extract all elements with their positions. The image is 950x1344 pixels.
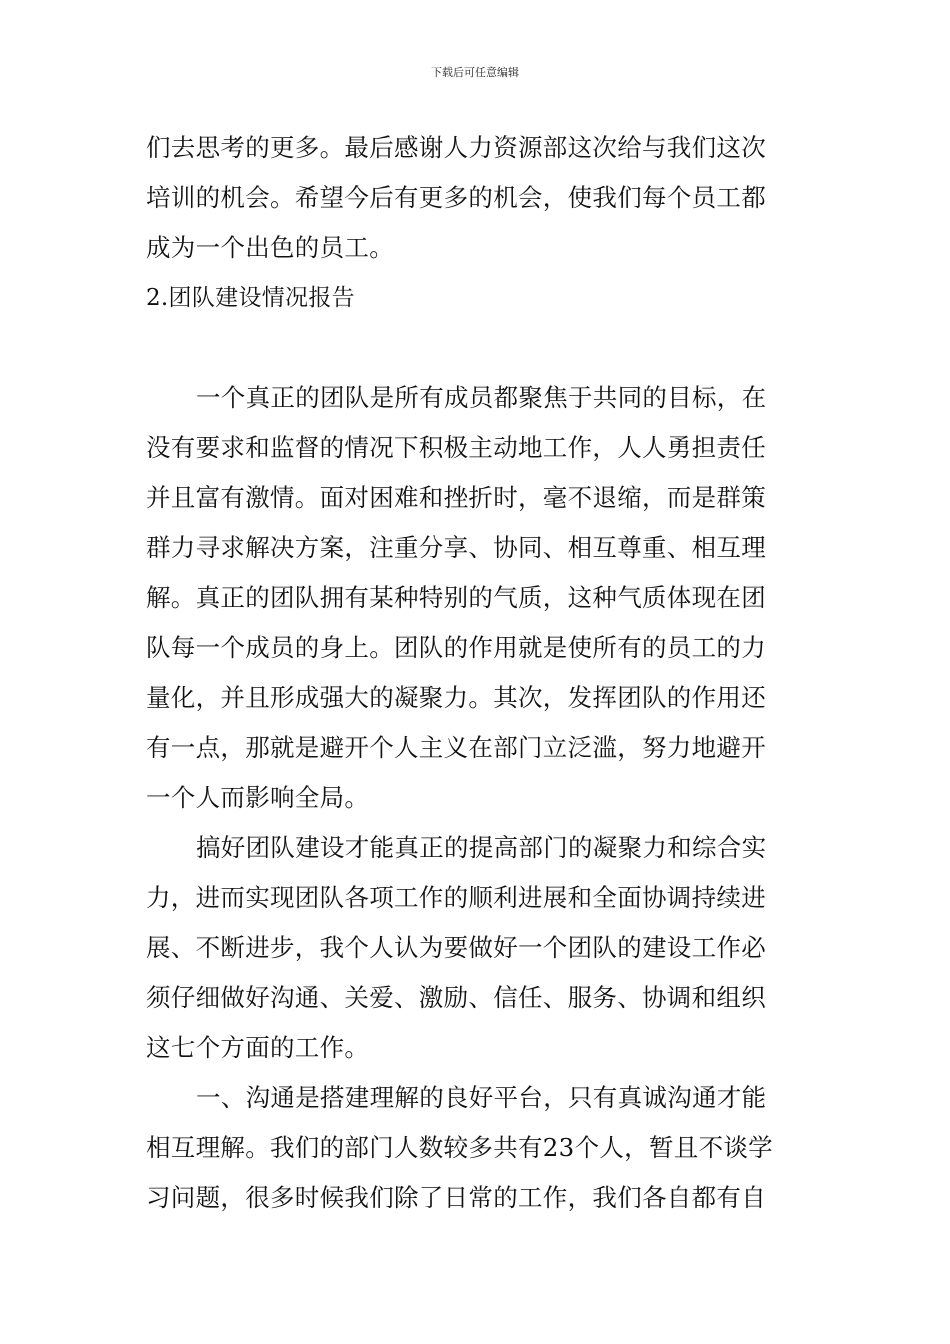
document-body	[146, 123, 806, 1223]
paragraph-line: 一个人而影响全局。	[146, 783, 370, 812]
paragraph-line: 相互理解。我们的部门人数较多共有23个人，暂且不谈学	[146, 1133, 773, 1162]
paragraph-line: 们去思考的更多。最后感谢人力资源部这次给与我们这次	[146, 133, 766, 162]
paragraph-line: 群力寻求解决方案，注重分享、协同、相互尊重、相互理	[146, 533, 766, 562]
paragraph-line: 一、沟通是搭建理解的良好平台，只有真诚沟通才能	[196, 1083, 767, 1112]
paragraph-line: 并且富有激情。面对困难和挫折时，毫不退缩，而是群策	[146, 483, 766, 512]
paragraph-line: 搞好团队建设才能真正的提高部门的凝聚力和综合实	[196, 833, 767, 862]
header-note: 下载后可任意编辑	[431, 66, 519, 79]
paragraph-line: 这七个方面的工作。	[146, 1033, 370, 1062]
paragraph-line: 有一点，那就是避开个人主义在部门立泛滥，努力地避开	[146, 733, 766, 762]
paragraph-line: 力，进而实现团队各项工作的顺利进展和全面协调持续进	[146, 883, 766, 912]
paragraph-line: 解。真正的团队拥有某种特别的气质，这种气质体现在团	[146, 583, 766, 612]
section-heading: 2.团队建设情况报告	[146, 285, 355, 311]
paragraph-line: 习问题，很多时候我们除了日常的工作，我们各自都有自	[146, 1183, 766, 1212]
paragraph-line: 没有要求和监督的情况下积极主动地工作，人人勇担责任	[146, 433, 766, 462]
paragraph-line: 须仔细做好沟通、关爱、激励、信任、服务、协调和组织	[146, 983, 766, 1012]
paragraph-line: 量化，并且形成强大的凝聚力。其次，发挥团队的作用还	[146, 683, 766, 712]
paragraph-line: 展、不断进步，我个人认为要做好一个团队的建设工作必	[146, 933, 766, 962]
paragraph-line: 培训的机会。希望今后有更多的机会，使我们每个员工都	[146, 183, 766, 212]
paragraph-line: 队每一个成员的身上。团队的作用就是使所有的员工的力	[146, 633, 766, 662]
paragraph-line: 成为一个出色的员工。	[146, 233, 394, 262]
blank-line	[146, 323, 806, 373]
paragraph-line: 一个真正的团队是所有成员都聚焦于共同的目标，在	[196, 383, 767, 412]
